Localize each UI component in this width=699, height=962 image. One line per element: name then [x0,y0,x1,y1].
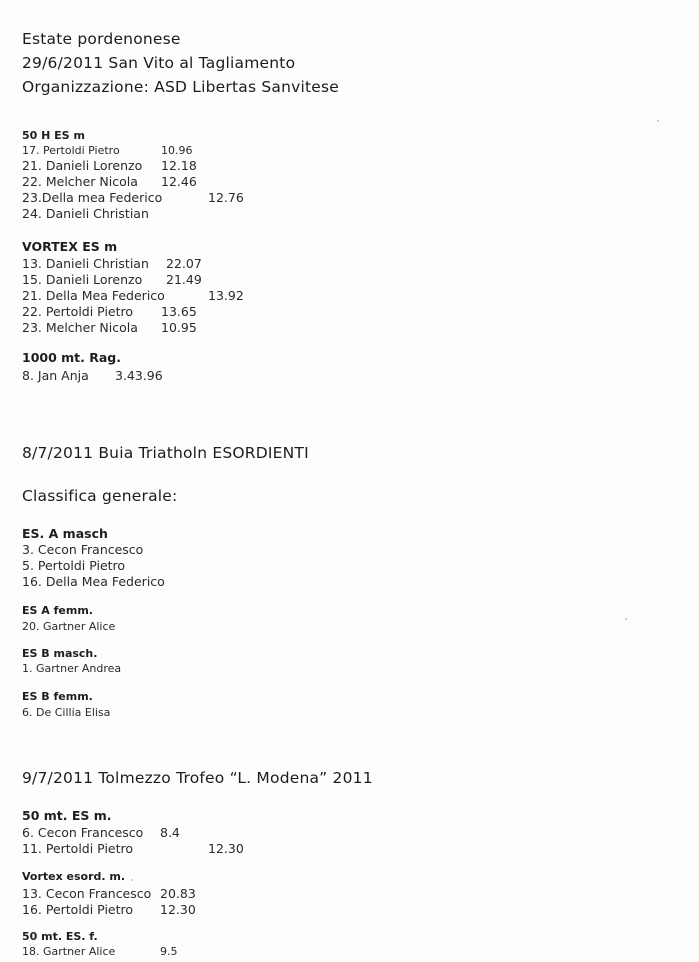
athlete-name: 22. Melcher Nicola [22,174,138,189]
result-row [22,190,322,206]
scan-speck [657,120,659,122]
result-time: 8.4 [160,825,180,840]
list-item: 16. Della Mea Federico [22,574,165,589]
list-item: 20. Gartner Alice [22,620,116,633]
athlete-name: 13. Cecon Francesco [22,886,152,901]
result-time: 12.76 [208,190,244,205]
result-time: 12.46 [161,174,197,189]
scan-speck [131,879,133,881]
result-row [22,256,322,272]
section-title-50h: 50 H ES m [22,129,85,142]
athlete-name: 13. Danieli Christian [22,256,149,271]
section-title-1000: 1000 mt. Rag. [22,350,121,365]
result-row [22,320,322,336]
athlete-name: 24. Danieli Christian [22,206,149,221]
section-title-esa-femm: ES A femm. [22,604,93,617]
section-title-esb-femm: ES B femm. [22,690,93,703]
section-title-vortex-esord: Vortex esord. m. [22,870,126,883]
event-title-tolmezzo: 9/7/2011 Tolmezzo Trofeo “L. Modena” 2011 [22,769,373,787]
header-line-3: Organizzazione: ASD Libertas Sanvitese [22,78,340,96]
result-time: 10.95 [161,320,197,335]
athlete-name: 23. Melcher Nicola [22,320,138,335]
section-title-50mt-f: 50 mt. ES. f. [22,930,98,943]
result-time: 13.92 [208,288,244,303]
result-row [22,288,322,304]
scan-speck [625,618,627,620]
result-time: 20.83 [160,886,196,901]
result-time: 12.18 [161,158,197,173]
list-item: 3. Cecon Francesco [22,542,144,557]
section-title-esa-masch: ES. A masch [22,526,108,541]
list-item: 6. De Cillia Elisa [22,706,111,719]
result-time: 12.30 [160,902,196,917]
section-title-esb-masch: ES B masch. [22,647,98,660]
event-title-buia: 8/7/2011 Buia Triatholn ESORDIENTI [22,444,309,462]
result-row [22,144,322,159]
result-row [22,886,322,902]
athlete-name: 21. Della Mea Federico [22,288,165,303]
athlete-name: 8. Jan Anja [22,368,89,383]
result-time: 12.30 [208,841,244,856]
result-row [22,368,322,384]
section-title-50mt-m: 50 mt. ES m. [22,808,112,823]
result-row [22,158,322,174]
result-time: 9.5 [160,945,178,958]
section-title-vortex: VORTEX ES m [22,239,118,254]
athlete-name: 21. Danieli Lorenzo [22,158,143,173]
athlete-name: 17. Pertoldi Pietro [22,144,120,157]
result-time: 3.43.96 [115,368,163,383]
result-time: 21.49 [166,272,202,287]
list-item: 5. Pertoldi Pietro [22,558,126,573]
header-line-1: Estate pordenonese [22,30,181,48]
result-row [22,272,322,288]
athlete-name: 6. Cecon Francesco [22,825,144,840]
result-row [22,825,322,841]
athlete-name: 18. Gartner Alice [22,945,116,958]
result-row [22,304,322,320]
result-row [22,945,322,960]
event-subtitle-classifica: Classifica generale: [22,487,178,505]
list-item: 1. Gartner Andrea [22,662,122,675]
result-row [22,902,322,918]
athlete-name: 16. Pertoldi Pietro [22,902,134,917]
athlete-name: 11. Pertoldi Pietro [22,841,134,856]
athlete-name: 23.Della mea Federico [22,190,163,205]
result-row [22,206,322,222]
result-time: 10.96 [161,144,193,157]
result-row [22,174,322,190]
result-time: 22.07 [166,256,202,271]
athlete-name: 22. Pertoldi Pietro [22,304,134,319]
athlete-name: 15. Danieli Lorenzo [22,272,143,287]
result-time: 13.65 [161,304,197,319]
result-row [22,841,322,857]
header-line-2: 29/6/2011 San Vito al Tagliamento [22,54,296,72]
